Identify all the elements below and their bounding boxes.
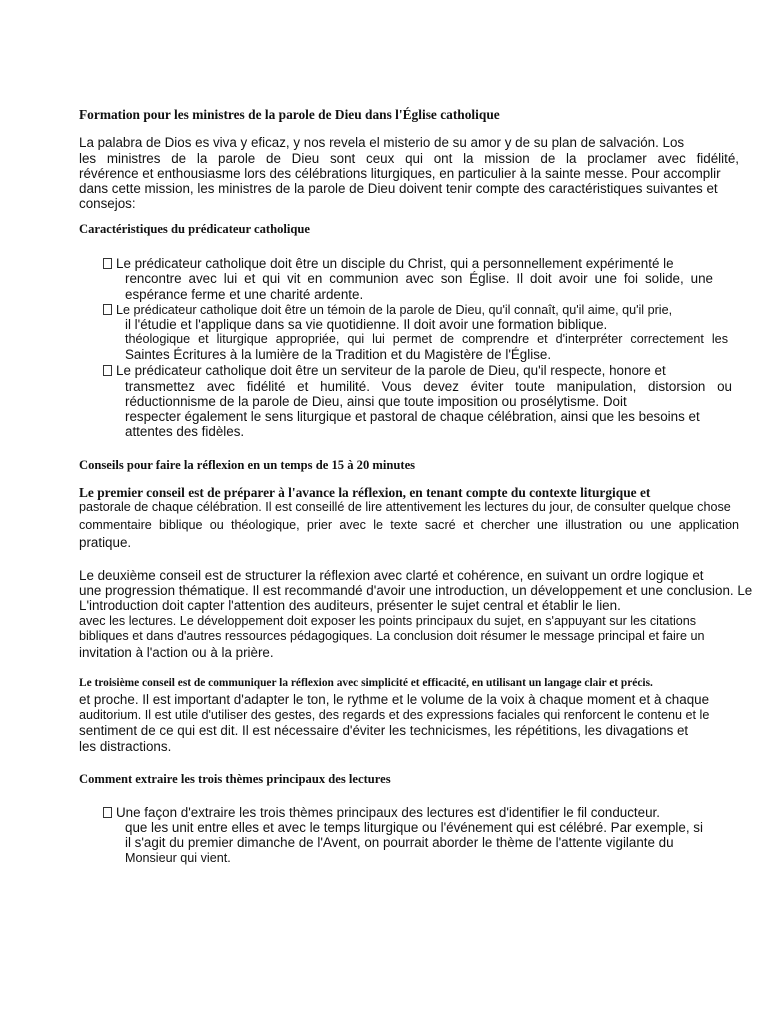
paragraph-line: auditorium. Il est utile d'utiliser des gestes, des regards et des expressions faciales qui renforcent le contenu et le xyxy=(79,708,710,722)
paragraph-line: Le premier conseil est de préparer à l'avance la réflexion, en tenant compte du contexte liturgique et xyxy=(79,485,651,500)
paragraph-line: Le troisième conseil est de communiquer la réflexion avec simplicité et efficacité, en utilisant un langage clair et précis. xyxy=(79,677,653,689)
intro-line: révérence et enthousiasme lors des célébrations liturgiques, en particulier à la sainte messe. Pour accomplir xyxy=(79,166,721,181)
bullet-text: il s'agit du premier dimanche de l'Avent, on pourrait aborder le thème de l'attente vigilante du xyxy=(125,835,674,850)
bullet-text: Saintes Écritures à la lumière de la Tradition et du Magistère de l'Église. xyxy=(125,347,552,362)
bullet-text: espérance ferme et une charité ardente. xyxy=(125,287,364,302)
bullet-text: Une façon d'extraire les trois thèmes principaux des lectures est d'identifier le fil conducteur. xyxy=(116,805,660,820)
bullet-text: théologique et liturgique appropriée, qui lui permet de comprendre et d'interpréter correctement les xyxy=(125,332,728,346)
bullet-box-icon xyxy=(103,258,112,269)
intro-line: les ministres de la parole de Dieu sont ceux qui ont la mission de la proclamer avec fidélité, xyxy=(79,151,739,166)
paragraph-line: bibliques et dans d'autres ressources pédagogiques. La conclusion doit résumer le message principal et faire un xyxy=(79,629,705,643)
paragraph-line: pratique. xyxy=(79,535,132,550)
bullet-text: rencontre avec lui et qui vit en communion avec son Église. Il doit avoir une foi solide, une xyxy=(125,271,713,286)
paragraph-line: sentiment de ce qui est dit. Il est nécessaire d'éviter les technicismes, les répétitions, les divagations et xyxy=(79,723,689,738)
bullet-text: réductionnisme de la parole de Dieu, ainsi que toute imposition ou prosélytisme. Doit xyxy=(125,394,627,409)
document-title: Formation pour les ministres de la parole de Dieu dans l'Église catholique xyxy=(79,107,500,122)
paragraph-line: Le deuxième conseil est de structurer la réflexion avec clarté et cohérence, en suivant un ordre logique et xyxy=(79,568,704,583)
bullet-text: respecter également le sens liturgique et pastoral de chaque célébration, ainsi que les besoins et xyxy=(125,409,700,424)
bullet-box-icon xyxy=(103,807,112,818)
section-heading-advice: Conseils pour faire la réflexion en un temps de 15 à 20 minutes xyxy=(79,458,416,472)
bullet-text: Le prédicateur catholique doit être un serviteur de la parole de Dieu, qu'il respecte, honore et xyxy=(116,363,666,378)
intro-line: dans cette mission, les ministres de la parole de Dieu doivent tenir compte des caractéristiques suivantes et xyxy=(79,181,718,196)
paragraph-line: pastorale de chaque célébration. Il est conseillé de lire attentivement les lectures du jour, de consulter quelque chose xyxy=(79,500,731,514)
paragraph-line: invitation à l'action ou à la prière. xyxy=(79,645,274,660)
bullet-text: que les unit entre elles et avec le temps liturgique ou l'événement qui est célébré. Par exemple, si xyxy=(125,820,703,835)
intro-line: La palabra de Dios es viva y eficaz, y nos revela el misterio de su amor y de su plan de salvación. Los xyxy=(79,135,685,150)
bullet-text: Le prédicateur catholique doit être un témoin de la parole de Dieu, qu'il connaît, qu'il aime, qu'il prie, xyxy=(116,303,673,317)
paragraph-line: L'introduction doit capter l'attention des auditeurs, présenter le sujet central et établir le lien. xyxy=(79,598,621,613)
paragraph-line: et proche. Il est important d'adapter le ton, le rythme et le volume de la voix à chaque moment et à chaque xyxy=(79,692,710,707)
bullet-text: Le prédicateur catholique doit être un disciple du Christ, qui a personnellement expérimenté le xyxy=(116,256,674,271)
bullet-text: transmettez avec fidélité et humilité. Vous devez éviter toute manipulation, distorsion ou xyxy=(125,379,732,394)
section-heading-themes: Comment extraire les trois thèmes principaux des lectures xyxy=(79,772,391,786)
bullet-text: il l'étudie et l'applique dans sa vie quotidienne. Il doit avoir une formation biblique. xyxy=(125,317,608,332)
paragraph-line: avec les lectures. Le développement doit exposer les points principaux du sujet, en s'appuyant sur les citations xyxy=(79,614,697,628)
bullet-box-icon xyxy=(103,304,112,315)
intro-line: consejos: xyxy=(79,196,136,211)
bullet-text: Monsieur qui vient. xyxy=(125,851,231,865)
paragraph-line: les distractions. xyxy=(79,739,172,754)
bullet-text: attentes des fidèles. xyxy=(125,424,245,439)
bullet-box-icon xyxy=(103,365,112,376)
paragraph-line: une progression thématique. Il est recommandé d'avoir une introduction, un développement et une conclusion. Le xyxy=(79,583,753,598)
section-heading-characteristics: Caractéristiques du prédicateur catholique xyxy=(79,222,310,236)
paragraph-line: commentaire biblique ou théologique, prier avec le texte sacré et chercher une illustration ou une application xyxy=(79,518,739,532)
